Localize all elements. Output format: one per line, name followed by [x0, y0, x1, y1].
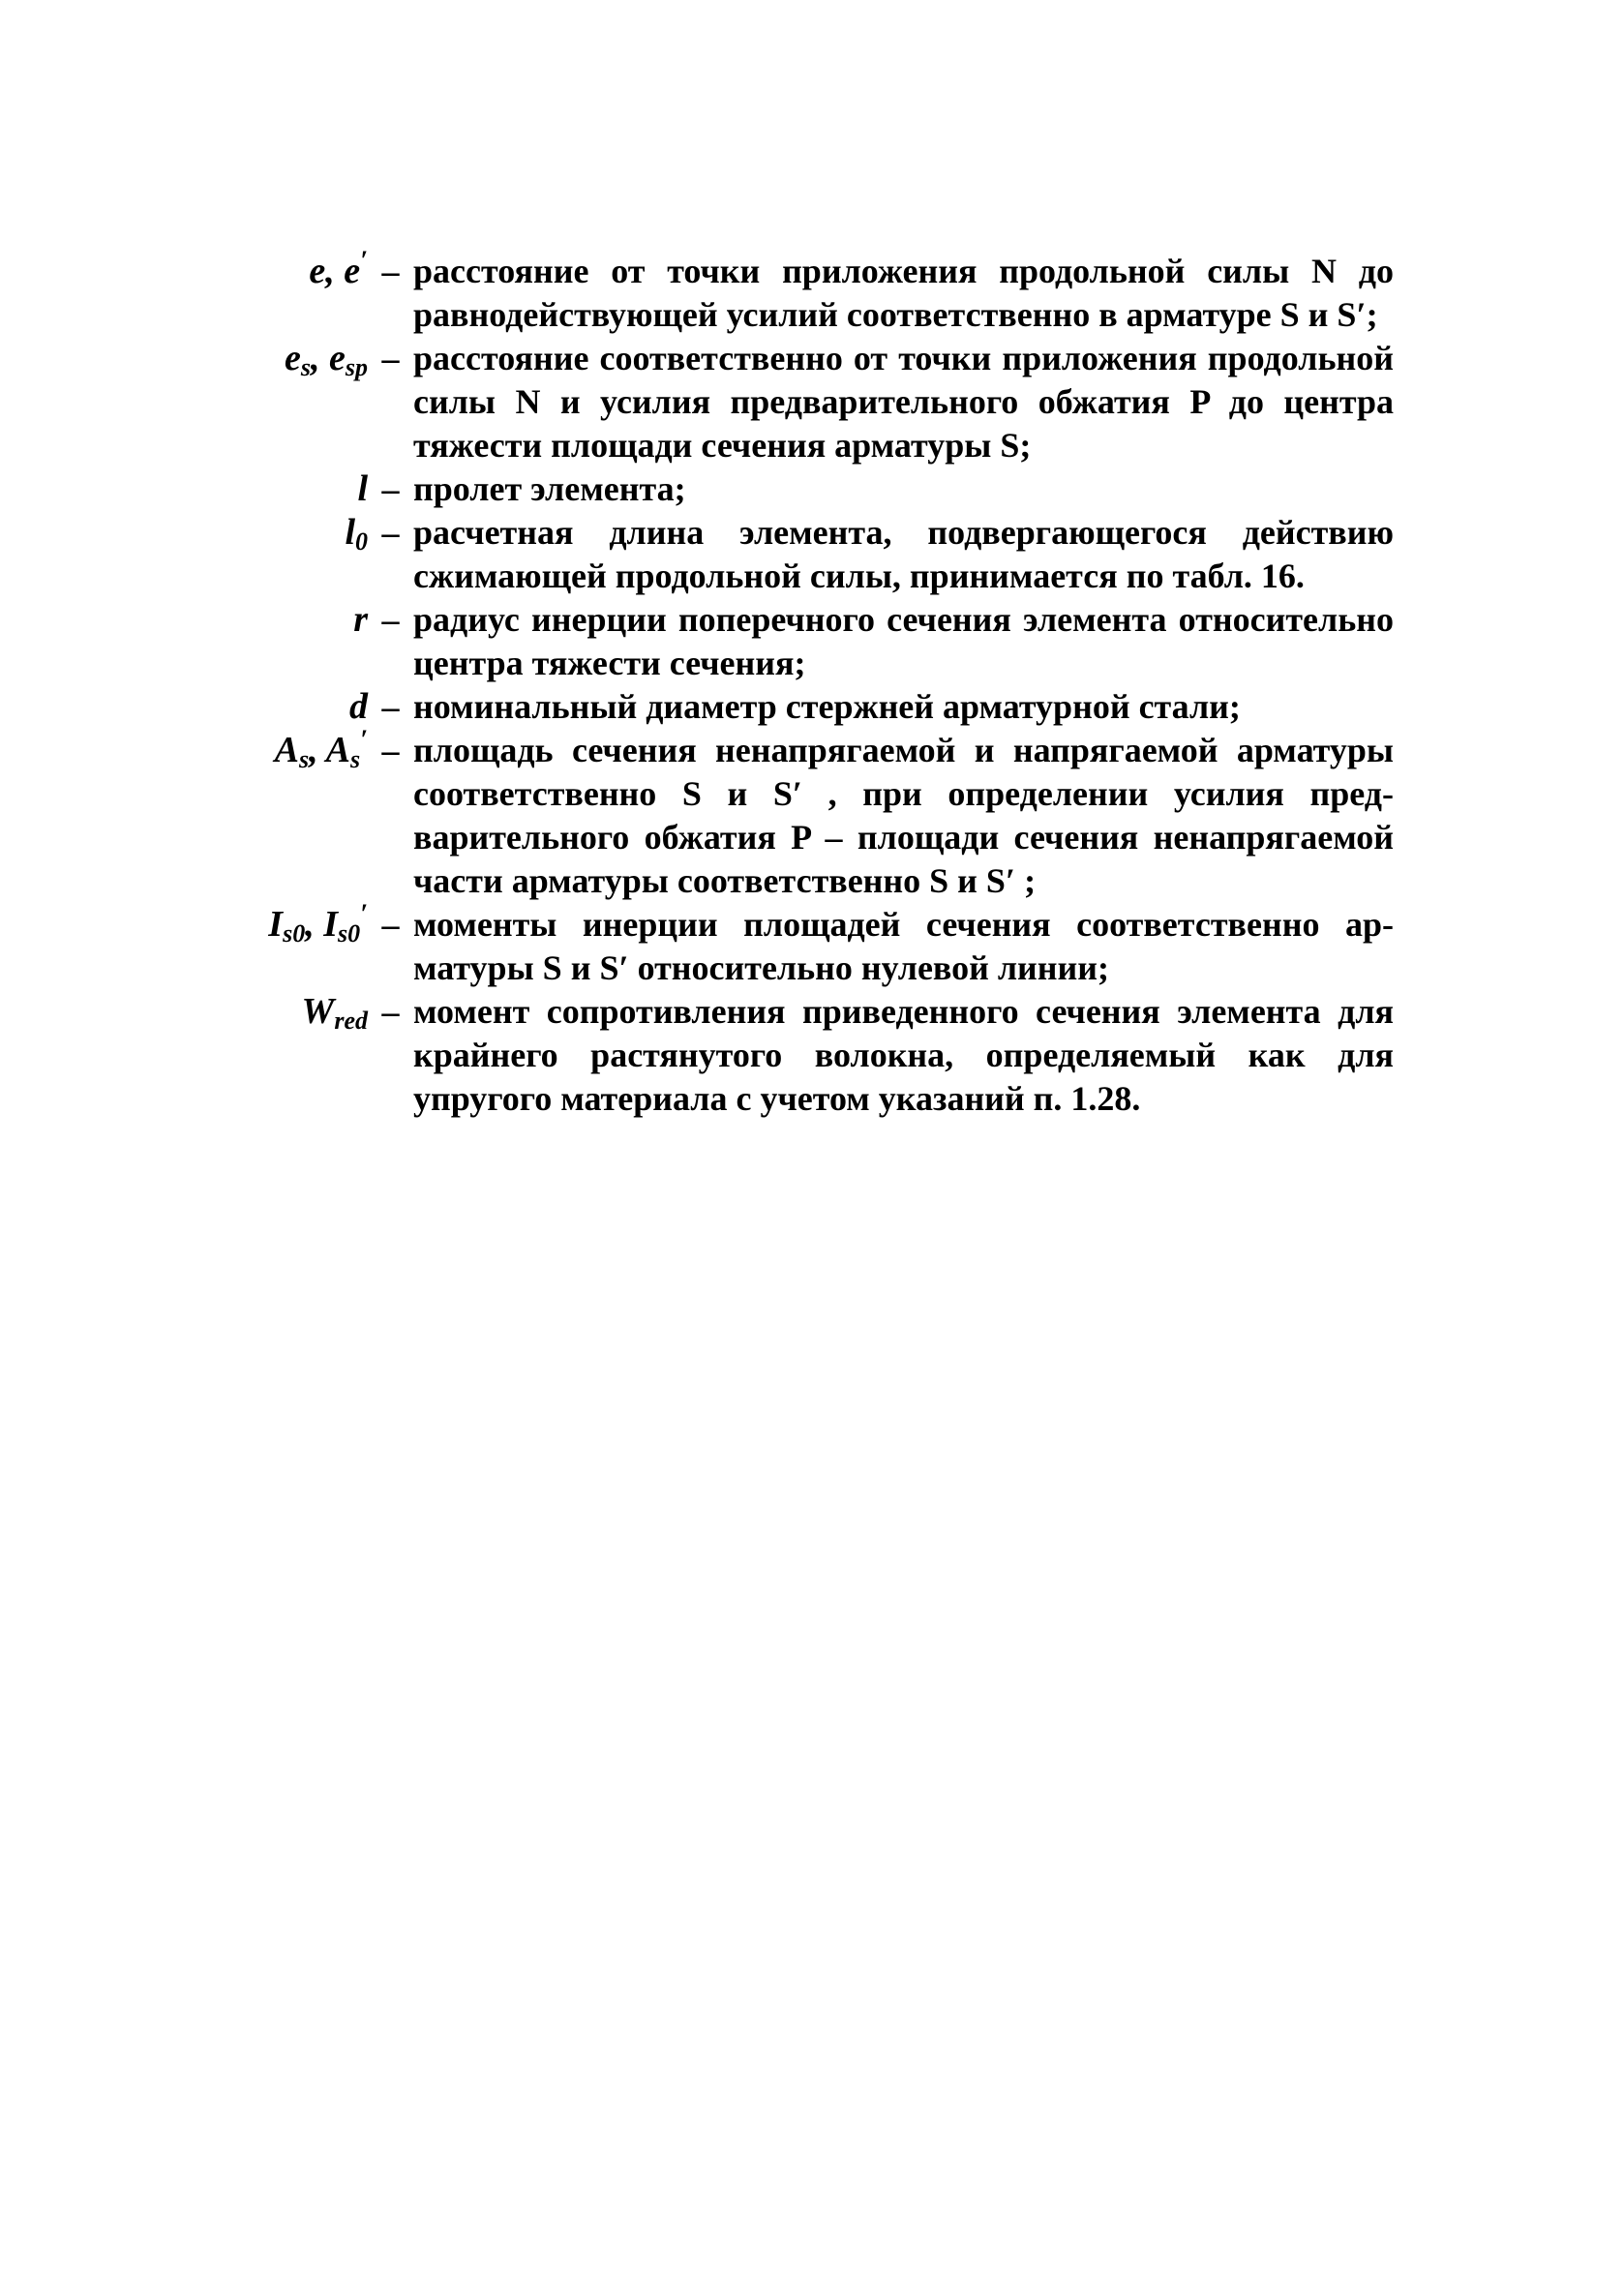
definition-item: [174, 990, 1413, 1121]
definition-text: площадь сечения ненапрягаемой и напрягаемой арматуры соответственно S и S′ , при определении усилия предварительного обжатия P – площади сечения ненапрягаемой части арматуры соответственно S и S′ ;: [413, 731, 1394, 900]
definition-symbol: $A_s$, $A_s'$: [274, 725, 368, 773]
definition-dash: –: [381, 687, 400, 726]
definition-dash: –: [381, 731, 400, 769]
definition-item: [174, 467, 1413, 511]
definition-symbol: d: [349, 686, 368, 727]
definition-symbol: $W_{red}$: [301, 991, 368, 1035]
definition-symbol: $e_s$, $e_{sp}$: [285, 338, 368, 381]
definition-dash: –: [381, 905, 400, 944]
definition-text: момент сопротивления приведенного сечения элемента для крайнего растянутого волокна, определяемый как для упругого материала с учетом указаний п. 1.28.: [413, 992, 1394, 1118]
definition-text: расчетная длина элемента, подвергающегося действию сжимающей продольной силы, принимается по табл. 16.: [413, 513, 1394, 595]
definition-item: [174, 685, 1413, 729]
definition-symbol: l: [357, 468, 368, 509]
definition-dash: –: [381, 600, 400, 639]
definition-text: радиус инерции поперечного сечения элемента относительно центра тяжести сечения;: [413, 600, 1394, 682]
definition-dash: –: [381, 992, 400, 1031]
definition-item: [174, 337, 1413, 467]
definition-text: расстояние от точки приложения продольной силы N до равнодействующей усилий соответственно в арматуре S и S′;: [413, 252, 1394, 334]
definition-item: [174, 725, 1413, 903]
notation-list: [174, 246, 1413, 1121]
definition-text: номинальный диаметр стержней арматурной стали;: [413, 687, 1241, 726]
definition-dash: –: [381, 339, 400, 377]
definition-item: [174, 511, 1413, 598]
definition-symbol: $l_0$: [345, 512, 368, 556]
definition-symbol: $I_{s0}$, $I_{s0}'$: [268, 899, 368, 947]
definition-text: расстояние соответственно от точки приложения продольной силы N и усилия предварительного обжатия P до центра тяжести площади сечения арматуры S;: [413, 339, 1394, 465]
definition-symbol: r: [353, 599, 368, 640]
definition-text: пролет элемента;: [413, 469, 686, 508]
definition-dash: –: [381, 252, 400, 290]
definition-dash: –: [381, 513, 400, 552]
definition-item: [174, 246, 1413, 337]
definition-text: моменты инерции площадей сечения соответственно арматуры S и S′ относительно нулевой линии;: [413, 905, 1394, 987]
definition-dash: –: [381, 469, 400, 508]
definition-item: [174, 598, 1413, 685]
definition-symbol: e, e′: [309, 246, 368, 291]
definition-item: [174, 899, 1413, 990]
